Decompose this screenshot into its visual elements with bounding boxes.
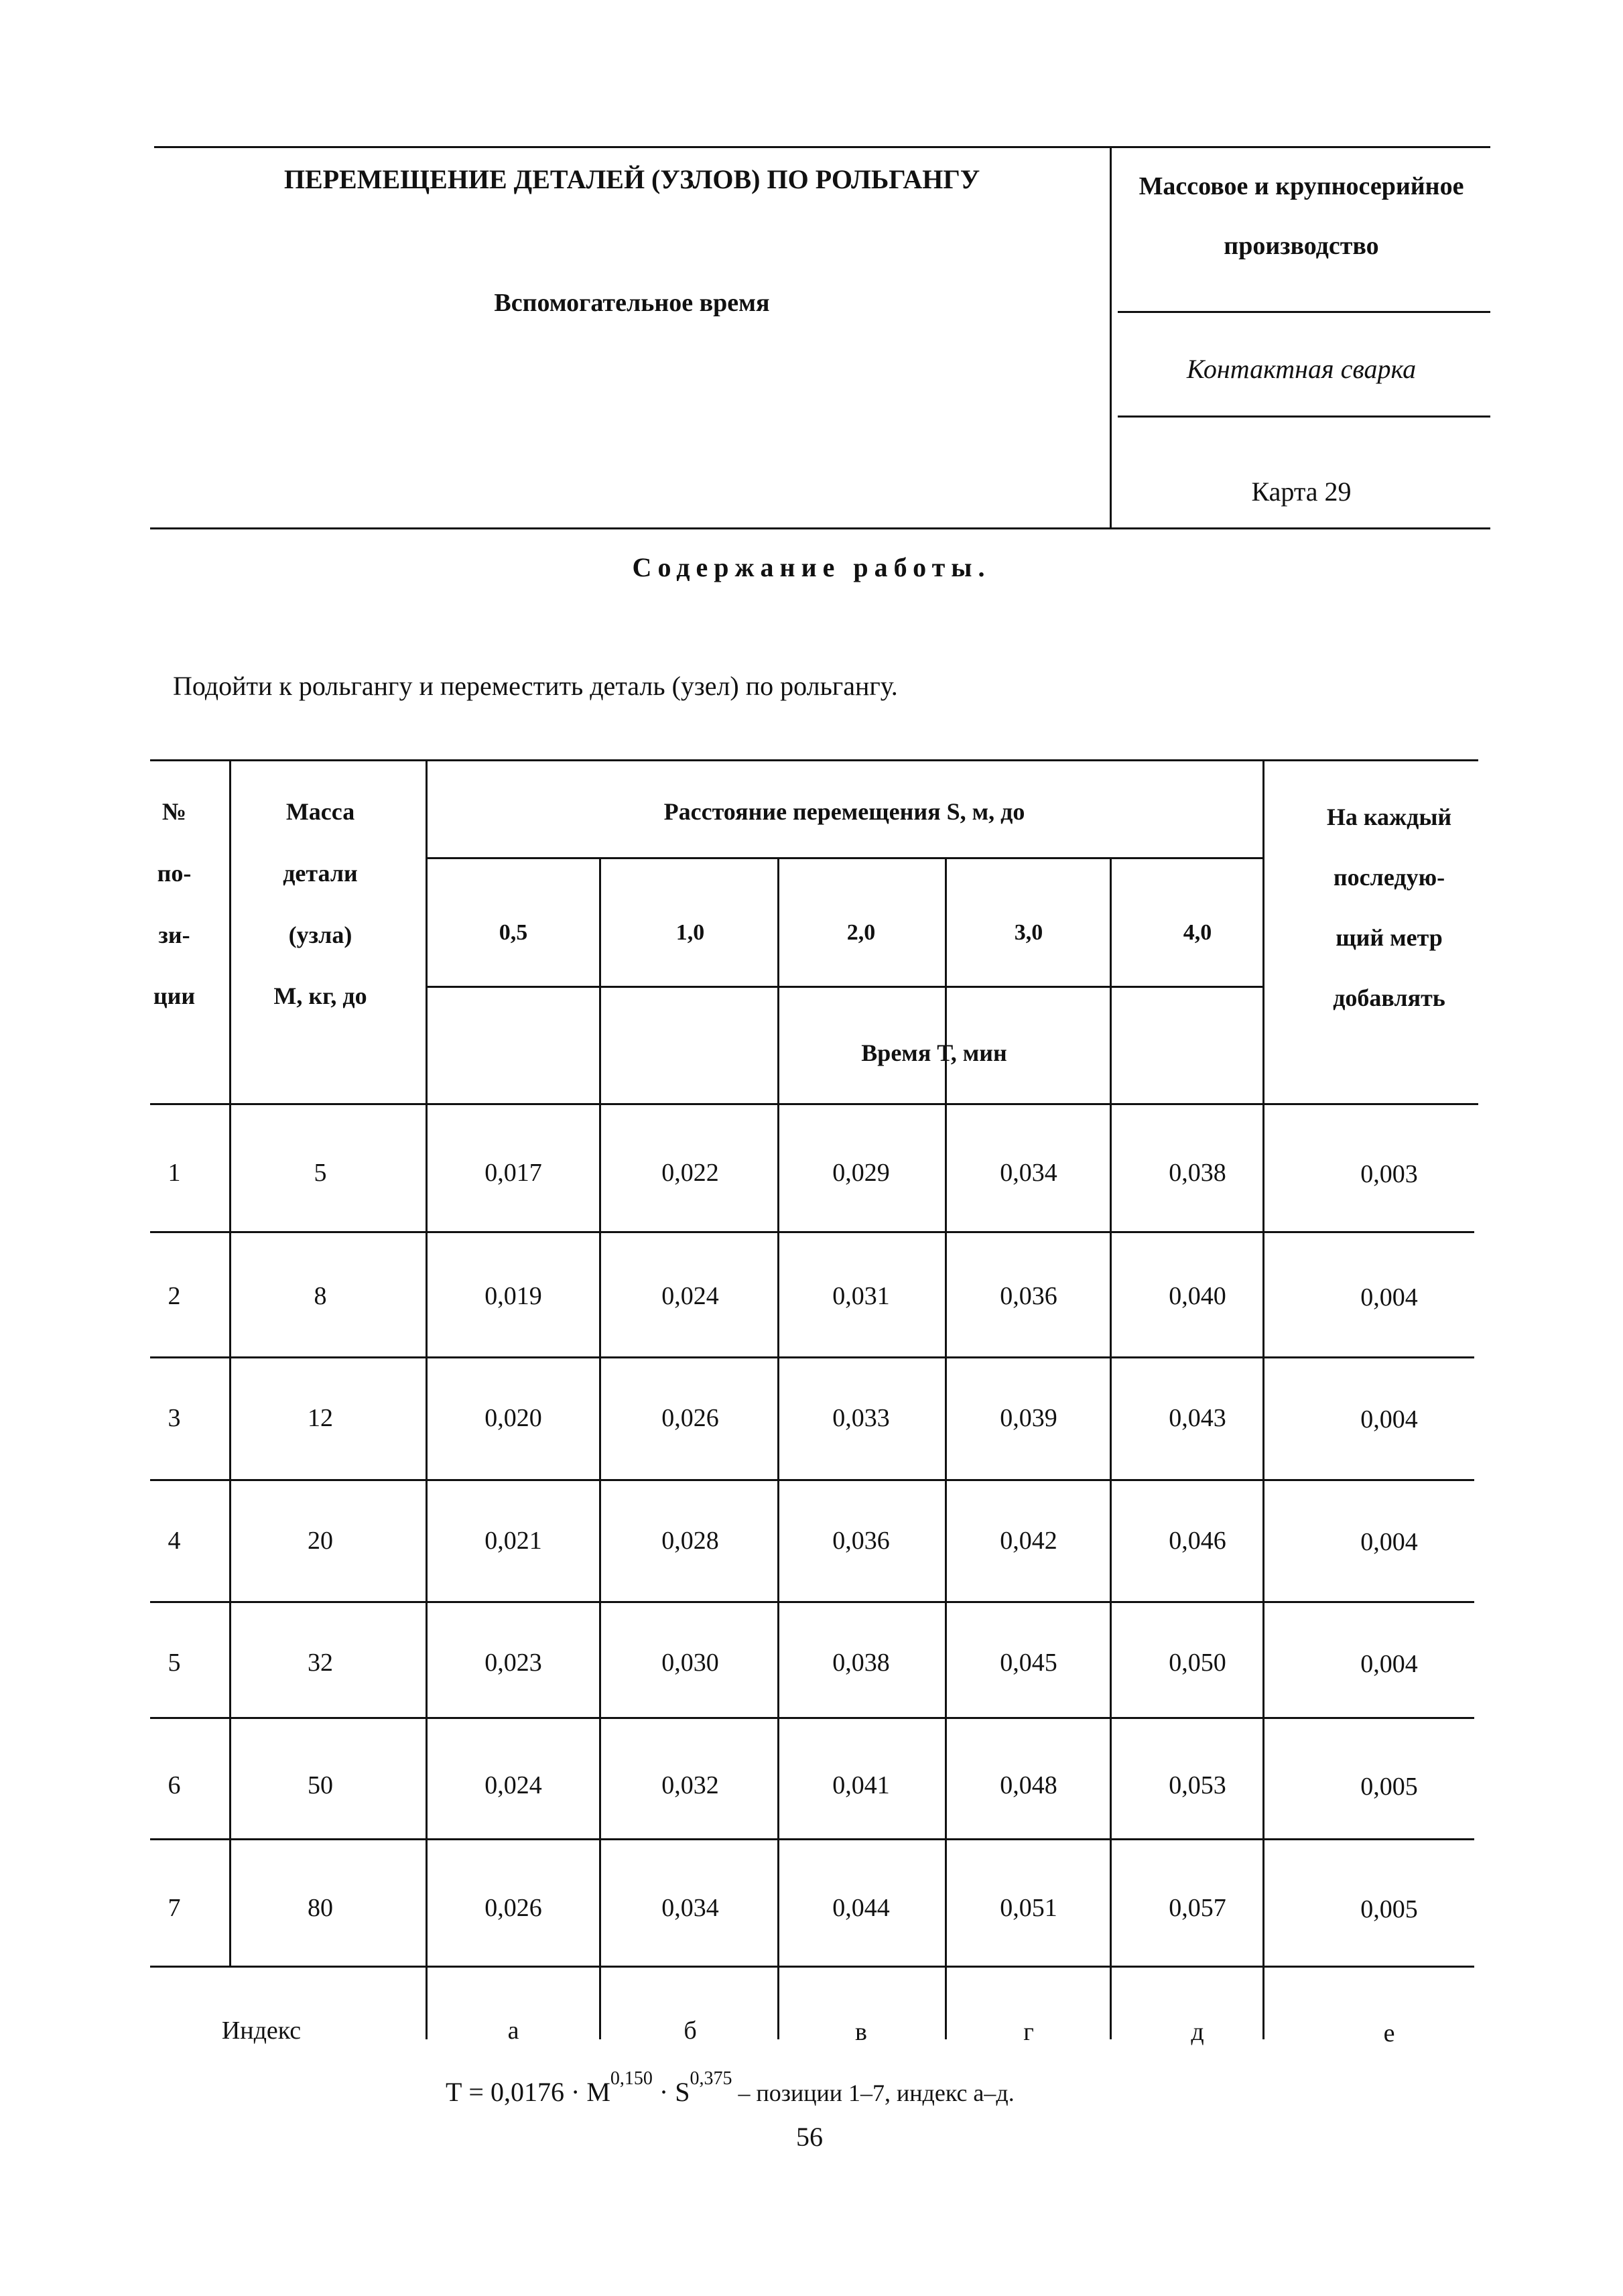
row7-cell: 0,026 xyxy=(484,1894,542,1922)
extra-header-line1: На каждый xyxy=(1326,804,1452,830)
row4-cell: 0,021 xyxy=(484,1527,542,1555)
mass-header-line4: М, кг, до xyxy=(273,982,367,1009)
row-rule-5 xyxy=(150,1717,1474,1719)
distance-value-1: 0,5 xyxy=(499,920,528,945)
row6-cell: 0,024 xyxy=(484,1771,542,1799)
distance-value-4: 3,0 xyxy=(1014,920,1043,945)
row1-cell: 0,022 xyxy=(661,1159,719,1187)
row3-cell: 0,020 xyxy=(484,1404,542,1432)
row5-extra: 0,004 xyxy=(1360,1650,1418,1678)
row6-cell: 0,048 xyxy=(1000,1771,1057,1799)
col-divider-3 xyxy=(945,857,947,2039)
row2-cell: 0,036 xyxy=(1000,1282,1057,1310)
row6-cell: 0,041 xyxy=(832,1771,890,1799)
row1-cell: 0,029 xyxy=(832,1159,890,1187)
time-header: Время Т, мин xyxy=(861,1039,1007,1066)
row2-pos: 2 xyxy=(168,1282,181,1310)
row5-cell: 0,030 xyxy=(661,1649,719,1677)
pos-header-line3: зи- xyxy=(158,921,190,948)
row1-cell: 0,017 xyxy=(484,1159,542,1187)
row7-cell: 0,034 xyxy=(661,1894,719,1922)
table-top-rule xyxy=(150,759,1478,761)
row-rule-1 xyxy=(150,1231,1474,1233)
mass-header-line1: Масса xyxy=(285,798,355,825)
table-header-bottom-rule xyxy=(150,1103,1478,1105)
row3-extra: 0,004 xyxy=(1360,1405,1418,1433)
formula-exp-s: 0,375 xyxy=(690,2068,732,2089)
row2-cell: 0,019 xyxy=(484,1282,542,1310)
distance-values-rule xyxy=(427,986,1264,988)
row1-mass: 5 xyxy=(314,1159,327,1187)
row7-cell: 0,044 xyxy=(832,1894,890,1922)
distance-header: Расстояние перемещения S, м, до xyxy=(663,798,1025,825)
row7-cell: 0,057 xyxy=(1169,1894,1226,1922)
row2-cell: 0,024 xyxy=(661,1282,719,1310)
row2-mass: 8 xyxy=(314,1282,327,1310)
row4-mass: 20 xyxy=(308,1527,333,1555)
formula-tail: – позиции 1–7, индекс а–д. xyxy=(732,2080,1015,2106)
row-rule-3 xyxy=(150,1479,1474,1481)
row6-mass: 50 xyxy=(308,1771,333,1799)
content-heading: Содержание работы. xyxy=(632,552,991,582)
process-name: Контактная сварка xyxy=(1186,354,1417,384)
row7-extra: 0,005 xyxy=(1360,1895,1418,1923)
distance-value-3: 2,0 xyxy=(846,920,876,945)
row-rule-4 xyxy=(150,1601,1474,1603)
row6-extra: 0,005 xyxy=(1360,1773,1418,1801)
index-a: а xyxy=(507,2017,519,2045)
row3-cell: 0,043 xyxy=(1169,1404,1226,1432)
page-number: 56 xyxy=(796,2122,823,2152)
card-number: Карта 29 xyxy=(1251,476,1352,507)
extra-header-line4: добавлять xyxy=(1333,984,1445,1011)
col-divider-2 xyxy=(777,857,779,2039)
formula-mid: · S xyxy=(652,2077,690,2107)
row3-cell: 0,026 xyxy=(661,1404,719,1432)
distance-header-rule xyxy=(427,857,1264,859)
index-d: д xyxy=(1191,2018,1204,2046)
formula xyxy=(446,2068,1015,2108)
mass-header-line3: (узла) xyxy=(288,921,352,948)
extra-header-line3: щий метр xyxy=(1336,924,1443,951)
page-title: ПЕРЕМЕЩЕНИЕ ДЕТАЛЕЙ (УЗЛОВ) ПО РОЛЬГАНГУ xyxy=(283,164,980,194)
row5-cell: 0,050 xyxy=(1169,1649,1226,1677)
row6-cell: 0,032 xyxy=(661,1771,719,1799)
row3-cell: 0,039 xyxy=(1000,1404,1057,1432)
index-b: б xyxy=(684,2017,697,2045)
row-rule-6 xyxy=(150,1838,1474,1840)
row4-cell: 0,046 xyxy=(1169,1527,1226,1555)
row2-extra: 0,004 xyxy=(1360,1283,1418,1312)
production-type-line1: Массовое и крупносерийное xyxy=(1139,172,1464,200)
row7-cell: 0,051 xyxy=(1000,1894,1057,1922)
row5-pos: 5 xyxy=(168,1649,181,1677)
col-divider-1 xyxy=(599,857,601,2039)
row4-extra: 0,004 xyxy=(1360,1528,1418,1556)
header-right-rule-2 xyxy=(1118,416,1490,418)
row-rule-2 xyxy=(150,1356,1474,1358)
row5-mass: 32 xyxy=(308,1649,333,1677)
row7-pos: 7 xyxy=(168,1894,181,1922)
row6-pos: 6 xyxy=(168,1771,181,1799)
row5-cell: 0,038 xyxy=(832,1649,890,1677)
col-divider-mass xyxy=(426,759,428,2039)
row1-pos: 1 xyxy=(168,1159,181,1187)
row1-extra: 0,003 xyxy=(1360,1160,1418,1188)
col-divider-4 xyxy=(1110,857,1112,2039)
formula-lhs: Т = 0,0176 · М xyxy=(446,2077,610,2107)
mass-header-line2: детали xyxy=(283,860,358,887)
distance-value-2: 1,0 xyxy=(675,920,705,945)
row6-cell: 0,053 xyxy=(1169,1771,1226,1799)
pos-header-line1: № xyxy=(161,798,187,825)
row4-cell: 0,028 xyxy=(661,1527,719,1555)
formula-exp-m: 0,150 xyxy=(610,2068,653,2089)
row4-cell: 0,042 xyxy=(1000,1527,1057,1555)
production-type-line2: производство xyxy=(1224,232,1379,260)
index-e: е xyxy=(1383,2019,1395,2047)
row1-cell: 0,038 xyxy=(1169,1159,1226,1187)
row3-pos: 3 xyxy=(168,1404,181,1432)
header-bottom-rule xyxy=(150,527,1490,529)
row3-mass: 12 xyxy=(308,1404,333,1432)
header-top-rule xyxy=(154,146,1490,148)
row5-cell: 0,045 xyxy=(1000,1649,1057,1677)
distance-value-5: 4,0 xyxy=(1183,920,1212,945)
row5-cell: 0,023 xyxy=(484,1649,542,1677)
row4-pos: 4 xyxy=(168,1527,181,1555)
index-g: г xyxy=(1023,2018,1034,2046)
col-divider-5 xyxy=(1262,759,1264,2039)
header-divider xyxy=(1110,146,1112,529)
index-v: в xyxy=(855,2018,867,2046)
row2-cell: 0,031 xyxy=(832,1282,890,1310)
row2-cell: 0,040 xyxy=(1169,1282,1226,1310)
index-label: Индекс xyxy=(221,2017,302,2045)
content-text: Подойти к рольгангу и переместить деталь (узел) по рольгангу. xyxy=(173,671,898,701)
row1-cell: 0,034 xyxy=(1000,1159,1057,1187)
page-subtitle: Вспомогательное время xyxy=(494,289,770,317)
row4-cell: 0,036 xyxy=(832,1527,890,1555)
pos-header-line4: ции xyxy=(153,982,196,1009)
col-divider-pos xyxy=(229,759,231,1968)
pos-header-line2: по- xyxy=(157,860,192,887)
row3-cell: 0,033 xyxy=(832,1404,890,1432)
header-right-rule-1 xyxy=(1118,311,1490,313)
row-rule-7 xyxy=(150,1966,1474,1968)
row7-mass: 80 xyxy=(308,1894,333,1922)
extra-header-line2: последую- xyxy=(1333,864,1445,891)
